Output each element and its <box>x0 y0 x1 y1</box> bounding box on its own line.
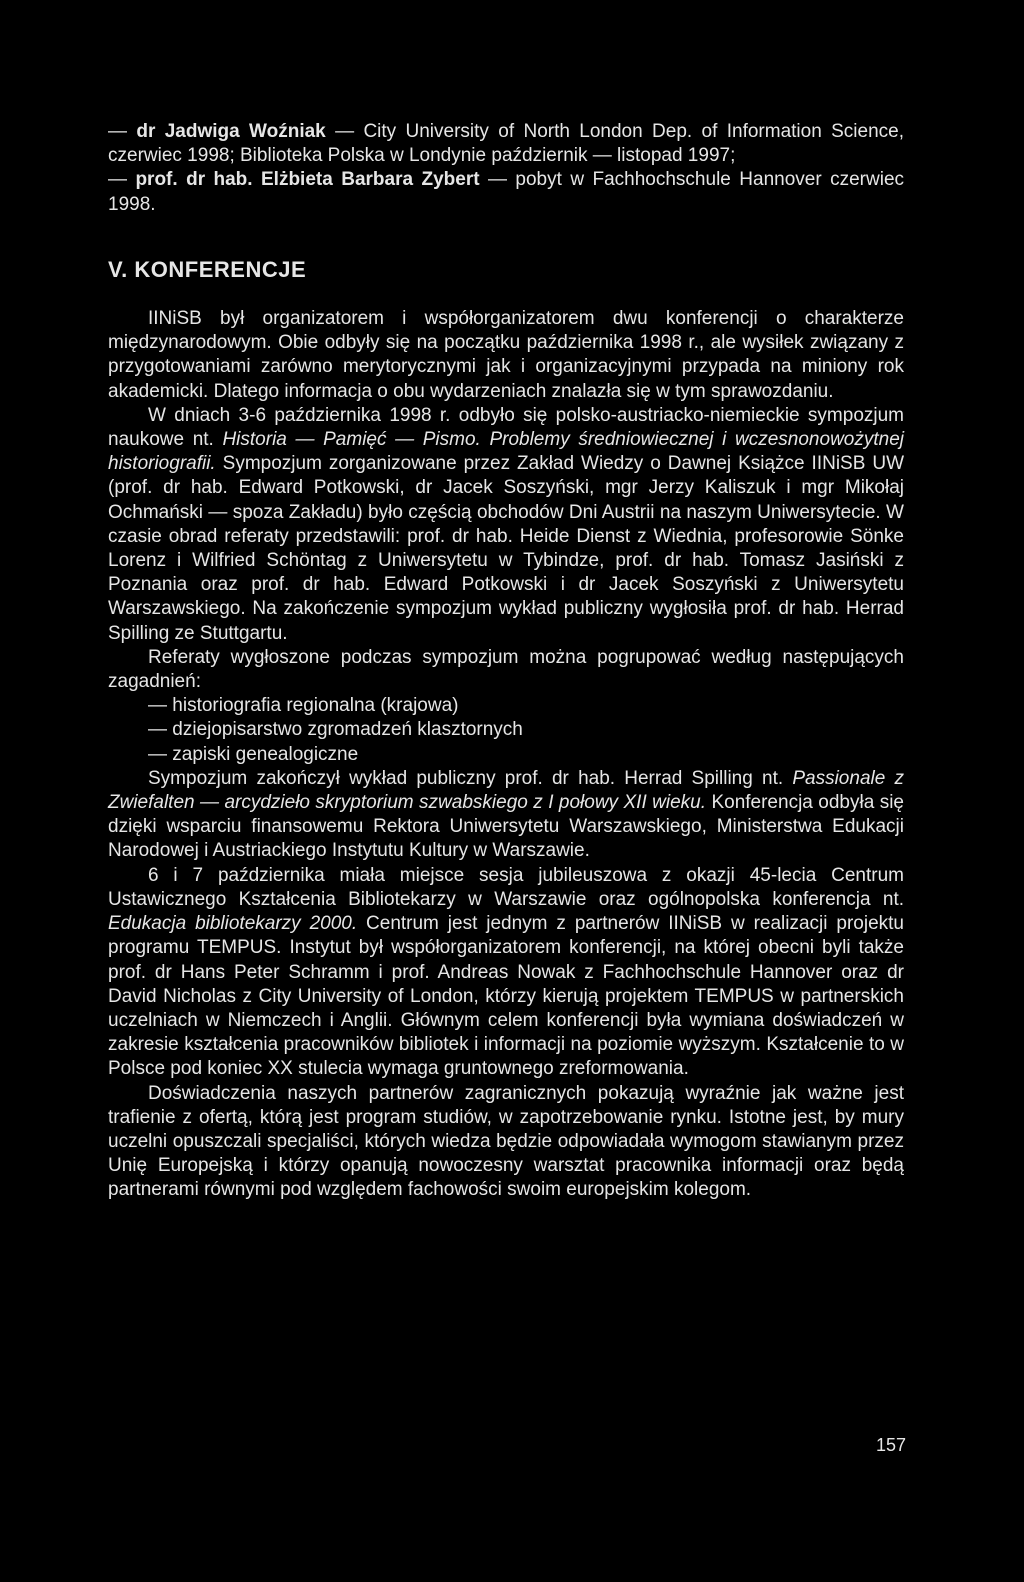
staff-visit-1 <box>108 120 904 168</box>
paragraph-partners: Doświadczenia naszych partnerów zagranicznych pokazują wyraźnie jak ważne jest trafienie z ofertą, którą jest program studiów, w zapotrzebowanie rynku. Istotne jest, by mury uczelni opuszczali specjaliści, których wiedza będzie odpowiadała wymogom stawianym przez Unię Europejską i którzy opanują nowoczesny warsztat pracownika informacji oraz będą partnerami równymi pod względem fachowości swoim europejskim kolegom. <box>108 1082 904 1201</box>
lecture-title: Passionale z Zwiefalten — arcydzieło skryptorium szwabskiego z I połowy XII wieku. <box>108 767 904 814</box>
visit-description: — City University of North London Dep. of Information Science, czerwiec 1998; Biblioteka Polska w Londynie październik — listopad 1997; <box>108 121 904 167</box>
paragraph-intro: IINiSB był organizatorem i współorganizatorem dwu konferencji o charakterze międzynarodowym. Obie odbyły się na początku października 1998 r., ale wysiłek związany z przygotowaniami zarówno merytorycznymi jak i organizacyjnymi przypada na miniony rok akademicki. Dlatego informacja o obu wydarzeniach znalazła się w tym sprawozdaniu. <box>108 308 904 402</box>
page-number: 157 <box>875 1435 906 1455</box>
section-heading: V. KONFERENCJE <box>108 256 307 282</box>
symposium-title: Historia — Pamięć — Pismo. Problemy średniowiecznej i wczesnonowożytnej historiografii. <box>108 429 904 475</box>
topic-item: — zapiski genealogiczne <box>148 743 359 765</box>
dash: — <box>108 121 137 142</box>
staff-visit-2 <box>108 168 904 216</box>
conference-title: Edukacja bibliotekarzy 2000. <box>108 913 358 935</box>
paragraph-jubilee: 6 i 7 października miała miejsce sesja jubileuszowa z okazji 45-lecia Centrum Ustawicznego Kształcenia Bibliotekarzy w Warszawie oraz ogólnopolska konferencja nt. Edukacja bibliotekarzy 2000. Centrum jest jednym z partnerów IINiSB w realizacji projektu programu TEMPUS. Instytut był współorganizatorem konferencji, na której obecni byli także prof. dr Hans Peter Schramm i prof. Andreas Nowak z Fachhochschule Hannover oraz dr David Nicholas z City University of London, którzy kierują projektem TEMPUS w partnerskich uczelniach w Niemczech i Anglii. Głównym celem konferencji była wymiana doświadczeń w zakresie kształcenia pracowników bibliotek i informacji na poziomie wyższym. Kształcenie to w Polsce pod koniec XX stulecia wymaga gruntownego zreformowania. <box>108 864 904 1080</box>
dash: — <box>108 169 136 191</box>
visit-description: — pobyt w Fachhochschule Hannover czerwiec 1998. <box>108 169 905 215</box>
topic-item: — dziejopisarstwo zgromadzeń klasztornych <box>148 719 523 741</box>
paragraph-topics-intro: Referaty wygłoszone podczas sympozjum można pogrupować według następujących zagadnień: <box>108 646 904 693</box>
topic-item: — historiografia regionalna (krajowa) <box>148 695 459 717</box>
paragraph-closing-lecture: Sympozjum zakończył wykład publiczny prof. dr hab. Herrad Spilling nt. Passionale z Zwiefalten — arcydzieło skryptorium szwabskiego z I połowy XII wieku. Konferencja odbyła się dzięki wsparciu finansowemu Rektora Uniwersytetu Warszawskiego, Ministerstwa Edukacji Narodowej i Austriackiego Instytutu Kultury w Warszawie. <box>108 767 904 862</box>
paragraph-symposium: W dniach 3-6 października 1998 r. odbyło się polsko-austriacko-niemieckie sympozjum naukowe nt. Historia — Pamięć — Pismo. Problemy średniowiecznej i wczesnonowożytnej historiografii. Sympozjum zorganizowane przez Zakład Wiedzy o Dawnej Książce IINiSB UW (prof. dr hab. Edward Potkowski, dr Jacek Soszyński, mgr Jerzy Kaliszuk i mgr Mikołaj Ochmański — spoza Zakładu) było częścią obchodów Dni Austrii na naszym Uniwersytecie. W czasie obrad referaty przedstawili: prof. dr hab. Heide Dienst z Wiednia, profesorowie Sönke Lorenz i Wilfried Schöntag z Uniwersytetu w Tybindze, prof. dr hab. Tomasz Jasiński z Poznania oraz prof. dr hab. Edward Potkowski i dr Jacek Soszyński z Uniwersytetu Warszawskiego. Na zakończenie sympozjum wykład publiczny wygłosiła prof. dr hab. Herrad Spilling ze Stuttgartu. <box>108 404 904 644</box>
person-name: dr Jadwiga Woźniak <box>136 121 326 142</box>
person-name: prof. dr hab. Elżbieta Barbara Zybert <box>135 169 480 191</box>
page-content <box>108 120 904 1203</box>
